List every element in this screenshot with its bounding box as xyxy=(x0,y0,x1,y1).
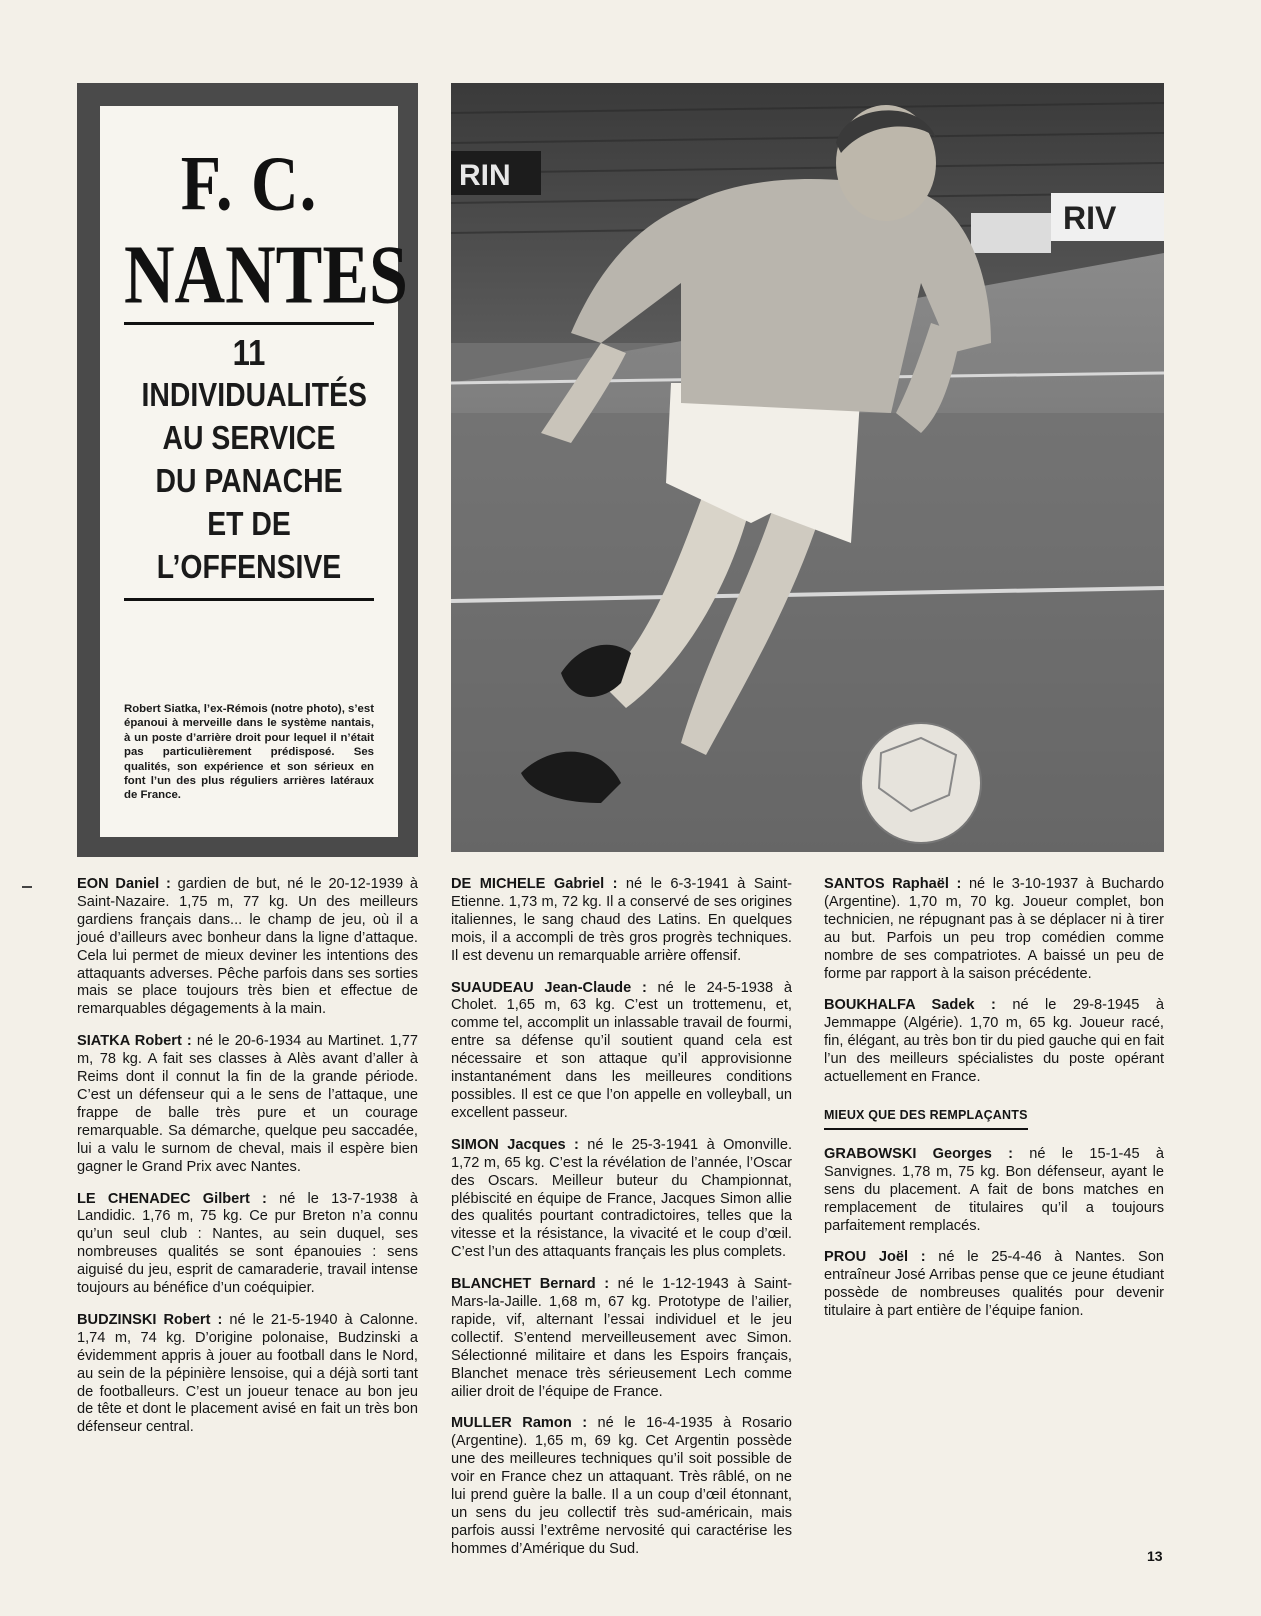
text-column-2 xyxy=(451,876,792,1573)
player-entry xyxy=(77,1191,418,1298)
subtitle-line-2: AU SERVICE xyxy=(162,419,336,456)
player-name: SANTOS Raphaël : xyxy=(824,876,962,892)
title-box xyxy=(77,83,418,857)
player-text: né le 20-6-1934 au Martinet. 1,77 m, 78 kg. A fait ses classes à Alès avant d’aller à Reims dont il connut la fin de la grande période. C’est un défenseur qui a le sens de l’attaque, une frappe de balle très pure et un courage remarquable. Sa démarche, quelque peu saccadée, lui a valu le surnom de cheval, mais il espère bien gagner le Grand Prix avec Nantes. xyxy=(77,1033,418,1175)
margin-mark xyxy=(22,886,32,888)
subtitle-line-5: L’OFFENSIVE xyxy=(156,548,342,585)
player-text: né le 1-12-1943 à Saint-Mars-la-Jaille. 1,68 m, 67 kg. Prototype de l’ailier, rapide, vif, alternant l’essai individuel et le jeu collectif. S’entend merveilleusement avec Simon. Sélectionné militaire et dans les Espoirs français, Blanchet menace très sérieusement Lech comme ailier droit de l’équipe de France. xyxy=(451,1276,792,1400)
player-name: BLANCHET Bernard : xyxy=(451,1276,610,1293)
player-entry xyxy=(77,1033,418,1176)
banner-right-text: RIV xyxy=(1063,200,1117,236)
player-entry xyxy=(451,876,792,966)
player-text: né le 25-4-46 à Nantes. Son entraîneur José Arribas pense que ce jeune étudiant possède de nombreuses qualités pour devenir titulaire à part entière de l’équipe fanion. xyxy=(824,1249,1164,1320)
title-panel xyxy=(100,106,408,837)
substitute-entry xyxy=(824,1146,1164,1236)
substitute-entry xyxy=(824,1249,1164,1321)
player-name: MULLER Ramon : xyxy=(451,1415,588,1432)
player-name: SUAUDEAU Jean-Claude : xyxy=(451,979,647,996)
player-name: LE CHENADEC Gilbert : xyxy=(77,1190,267,1207)
player-name: GRABOWSKI Georges : xyxy=(824,1145,1013,1162)
photo-illustration xyxy=(451,83,1164,852)
player-text: gardien de but, né le 20-12-1939 à Saint-Nazaire. 1,75 m, 77 kg. Un des meilleurs gardiens français dans... le champ de jeu, où il a joué d’ailleurs avec bonheur dans la ligne d’attaque. Cela lui permet de mieux deviner les intentions des attaquants adverses. Pêche parfois dans ses sorties mais se place toujours très bien et effectue de remarquables dégagements à la main. xyxy=(77,876,418,1018)
player-name: SIMON Jacques : xyxy=(451,1136,579,1153)
subtitle-number: 11 xyxy=(232,332,266,373)
player-entry xyxy=(824,997,1164,1087)
player-name: PROU Joël : xyxy=(824,1249,926,1266)
subtitle-line-3: DU PANACHE xyxy=(155,462,343,499)
player-text: né le 15-1-45 à Sanvignes. 1,78 m, 75 kg. Bon défenseur, ayant le sens du placement. A fait de bons matches en remplacement de titulaires qu’il a toujours parfaitement remplacés. xyxy=(824,1145,1164,1234)
player-text: né le 29-8-1945 à Jemmappe (Algérie). 1,70 m, 65 kg. Joueur racé, fin, élégant, au très bon tir du pied gauche qui en fait l’un des meilleurs spécialistes du poste opérant actuellement en France. xyxy=(824,997,1164,1086)
player-entry xyxy=(451,1137,792,1262)
football xyxy=(861,723,981,843)
player-text: né le 13-7-1938 à Landidic. 1,76 m, 75 kg. Ce pur Breton n’a connu qu’un seul club : Nantes, au sein duquel, ses nombreuses qualités se sont épanouies : sens aiguisé du jeu, esprit de camaraderie, travail intense toujours au bénéfice d’un coéquipier. xyxy=(77,1190,418,1297)
title-line-2: NANTES xyxy=(124,229,408,322)
player-name: EON Daniel : xyxy=(77,876,171,892)
banner-left-text: RIN xyxy=(459,159,511,192)
text-column-1 xyxy=(77,876,418,1451)
player-name: BOUKHALFA Sadek : xyxy=(824,997,996,1014)
player-entry xyxy=(451,980,792,1123)
title-rule-bottom xyxy=(124,598,374,601)
photo-caption: Robert Siatka, l’ex-Rémois (notre photo), s’est épanoui à merveille dans le système nantais, à un poste d’arrière droit pour lequel il n’était pas particulièrement prédisposé. Ses qualités, son expérience et son sérieux en font l’un des plus réguliers arrières latéraux de France. xyxy=(124,703,375,802)
player-entry xyxy=(77,876,418,1019)
player-text: né le 25-3-1941 à Omonville. 1,72 m, 65 kg. C’est la révélation de l’année, l’Oscar des Oscars. Meilleur buteur du Championnat, plébiscité en équipe de France, Jacques Simon allie des qualités pourtant contradictoires, telles que la vitesse et la résistance, la vivacité et le coup d’œil. C’est l’un des attaquants français les plus complets. xyxy=(451,1136,793,1261)
page-number: 13 xyxy=(1147,1548,1163,1564)
player-name: BUDZINSKI Robert : xyxy=(77,1311,223,1328)
player-text: né le 24-5-1938 à Cholet. 1,65 m, 63 kg. C’est un trottemenu, et, comme tel, accomplit un inlassable travail de fourmi, entre sa défense qu’il soutient quand cela est nécessaire et son attaque qu’il approvisionne instantanément dans les meilleures conditions possibles. Il est ce que l’on appelle en volleyball, un excellent passeur. xyxy=(451,979,792,1121)
section-heading: MIEUX QUE DES REMPLAÇANTS xyxy=(824,1107,1028,1130)
title-line-1: F. C. xyxy=(180,141,318,228)
player-entry xyxy=(451,1415,792,1558)
player-entry xyxy=(77,1312,418,1437)
subtitle-line-4: ET DE xyxy=(207,505,291,542)
subtitle-line-1: INDIVIDUALITÉS xyxy=(141,376,367,413)
player-text: né le 6-3-1941 à Saint-Etienne. 1,73 m, 72 kg. Il a conservé de ses origines italiennes, le sang chaud des Latins. En quelques mois, il a accompli de très gros progrès techniques. Il est devenu un remarquable arrière offensif. xyxy=(451,876,792,964)
player-photo xyxy=(451,83,1164,852)
player-text: né le 21-5-1940 à Calonne. 1,74 m, 74 kg. D’origine polonaise, Budzinski a évidemment appris à jouer au football dans le Nord, au sein de la pépinière lensoise, qui a déjà sorti tant de footballeurs. C’est un joueur tenace au bon jeu de tête et dont le placement avisé en fait un très bon défenseur central. xyxy=(77,1311,418,1436)
player-text: né le 3-10-1937 à Buchardo (Argentine). 1,70 m, 70 kg. Joueur complet, bon technicien, ne répugnant pas à se déplacer ni à tirer au but. Parfois un peu trop comédien comme nombre de ses compatriotes. A baissé un peu de forme par rapport à la saison précédente. xyxy=(824,876,1164,982)
player-name: DE MICHELE Gabriel : xyxy=(451,876,618,892)
player-entry xyxy=(824,876,1164,983)
player-name: SIATKA Robert : xyxy=(77,1033,192,1050)
player-entry xyxy=(451,1276,792,1401)
player-text: né le 16-4-1935 à Rosario (Argentine). 1,65 m, 69 kg. Cet Argentin possède une des meilleures techniques qu’il soit possible de voir en France chez un attaquant. Très râblé, on ne lui prend guère la balle. Il a un coup d’œil étonnant, un sens du jeu collectif très sud-américain, mais parfois aussi l’extrême nervosité qui caractérise les hommes d’Amérique du Sud. xyxy=(451,1415,792,1557)
text-column-3 xyxy=(824,876,1164,1335)
